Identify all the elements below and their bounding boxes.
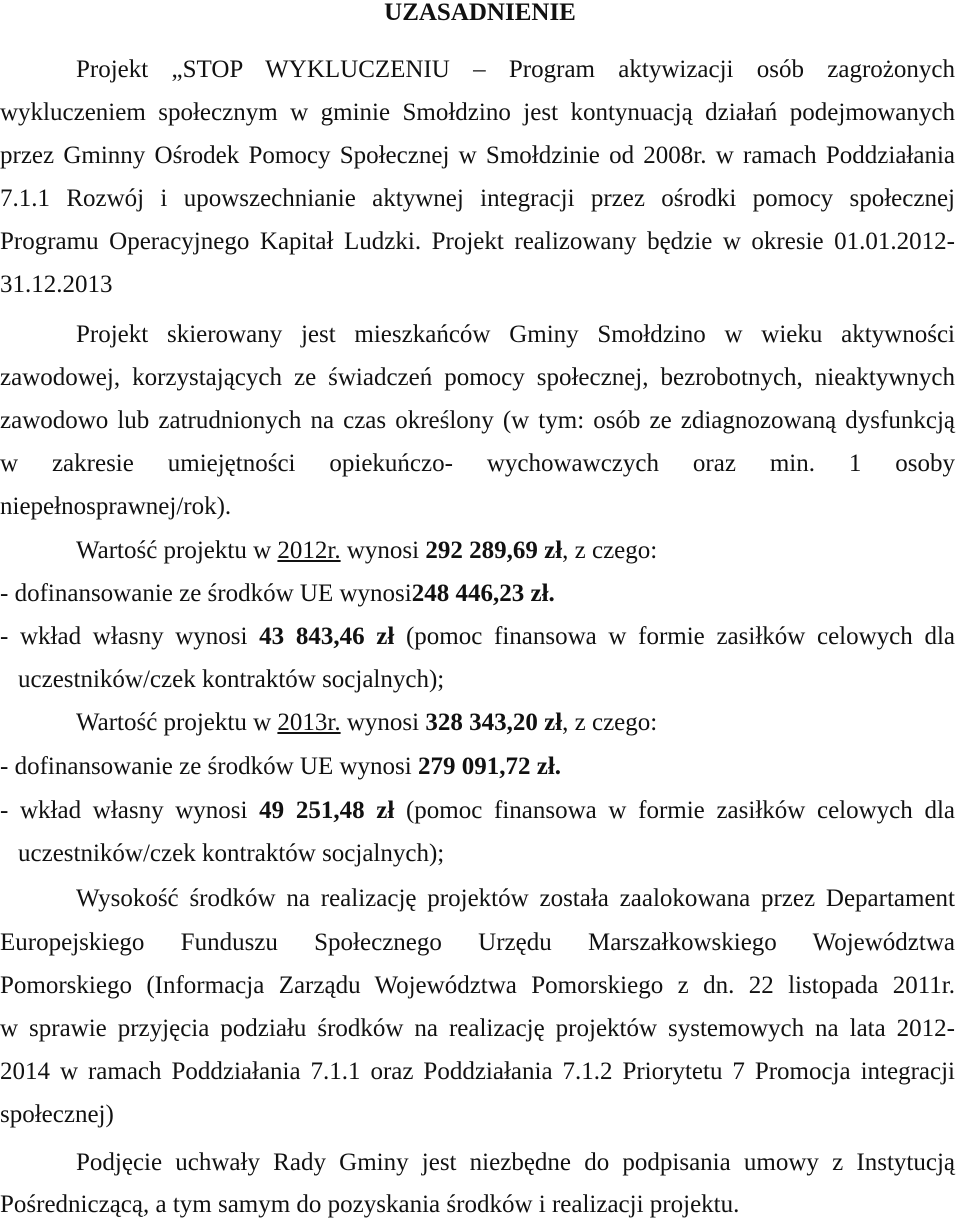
paragraph-4-line-2: Pośredniczącą, a tym samym do pozyskania środków i realizacji projektu. <box>0 1191 740 1218</box>
value-2013-year: 2013r. <box>277 709 341 736</box>
eu-funding-2012-label: - dofinansowanie ze środków UE wynosi <box>0 580 412 607</box>
own-contribution-2013-label: - wkład własny wynosi <box>0 797 248 824</box>
paragraph-2-line-2: zawodowej, korzystających ze świadczeń pomocy społecznej, bezrobotnych, nieaktywnych <box>0 364 955 391</box>
paragraph-3-line-6: społecznej) <box>0 1101 114 1128</box>
own-contribution-2013-unit: zł <box>376 797 395 824</box>
value-2012-intro: Wartość projektu w <box>76 537 278 564</box>
eu-funding-2012-line <box>0 572 555 615</box>
own-contribution-2013-line <box>0 789 955 832</box>
own-contribution-2012-amount: 43 843,46 <box>259 623 365 650</box>
value-2012-year: 2012r. <box>277 537 341 564</box>
paragraph-1-line-2: wykluczeniem społecznym w gminie Smołdzino jest kontynuacją działań podejmowanych <box>0 99 955 126</box>
value-2012-total: 292 289,69 zł <box>425 537 563 564</box>
eu-funding-2013-line <box>0 745 561 788</box>
value-2012-line <box>76 529 657 572</box>
paragraph-1-line-1: Projekt „STOP WYKLUCZENIU – Program aktywizacji osób zagrożonych <box>76 56 955 83</box>
paragraph-2-line-3: zawodowo lub zatrudnionych na czas określony (w tym: osób ze zdiagnozowaną dysfunkcją <box>0 407 955 434</box>
own-contribution-2013-continuation: uczestników/czek kontraktów socjalnych); <box>18 840 445 867</box>
own-contribution-2012-label: - wkład własny wynosi <box>0 623 248 650</box>
paragraph-3-line-5: 2014 w ramach Poddziałania 7.1.1 oraz Poddziałania 7.1.2 Priorytetu 7 Promocja integracji <box>0 1058 955 1085</box>
eu-funding-2013-label: - dofinansowanie ze środków UE wynosi <box>0 753 418 780</box>
own-contribution-2012-unit: zł <box>376 623 395 650</box>
own-contribution-2012-note: (pomoc finansowa w formie zasiłków celowych dla <box>405 623 955 650</box>
value-2013-wynosi: wynosi <box>340 709 426 736</box>
paragraph-1-line-5: Programu Operacyjnego Kapitał Ludzki. Projekt realizowany będzie w okresie 01.01.2012- <box>0 228 955 255</box>
paragraph-3-line-1: Wysokość środków na realizację projektów została zaalokowana przez Departament <box>76 885 955 912</box>
paragraph-1-line-4: 7.1.1 Rozwój i upowszechnianie aktywnej integracji przez ośrodki pomocy społecznej <box>0 185 955 212</box>
own-contribution-2013-amount: 49 251,48 <box>259 797 365 824</box>
value-2013-tail: , z czego: <box>562 709 658 736</box>
value-2012-tail: , z czego: <box>562 537 658 564</box>
value-2012-wynosi: wynosi <box>340 537 426 564</box>
paragraph-2-line-5: niepełnosprawnej/rok). <box>0 493 232 520</box>
paragraph-3-line-4: w sprawie przyjęcia podziału środków na realizację projektów systemowych na lata 2012- <box>0 1015 955 1042</box>
paragraph-1-line-3: przez Gminny Ośrodek Pomocy Społecznej w Smołdzinie od 2008r. w ramach Poddziałania <box>0 142 955 169</box>
value-2013-intro: Wartość projektu w <box>76 709 278 736</box>
paragraph-2-line-1: Projekt skierowany jest mieszkańców Gminy Smołdzino w wieku aktywności <box>76 321 955 348</box>
paragraph-4-line-1: Podjęcie uchwały Rady Gminy jest niezbędne do podpisania umowy z Instytucją <box>76 1149 955 1176</box>
eu-funding-2013-amount: 279 091,72 zł. <box>417 753 562 780</box>
paragraph-1-line-6: 31.12.2013 <box>0 271 113 298</box>
eu-funding-2012-amount: 248 446,23 zł. <box>411 580 555 607</box>
paragraph-3-line-2: Europejskiego Funduszu Społecznego Urzędu Marszałkowskiego Województwa <box>0 929 955 956</box>
value-2013-total: 328 343,20 zł <box>425 709 563 736</box>
own-contribution-2012-continuation: uczestników/czek kontraktów socjalnych); <box>18 666 445 693</box>
document-title: UZASADNIENIE <box>384 0 576 26</box>
own-contribution-2013-note: (pomoc finansowa w formie zasiłków celowych dla <box>405 797 955 824</box>
own-contribution-2012-line <box>0 615 955 658</box>
value-2013-line <box>76 701 657 744</box>
paragraph-2-line-4: w zakresie umiejętności opiekuńczo- wychowawczych oraz min. 1 osoby <box>0 450 955 477</box>
paragraph-3-line-3: Pomorskiego (Informacja Zarządu Województwa Pomorskiego z dn. 22 listopada 2011r. <box>0 972 955 999</box>
